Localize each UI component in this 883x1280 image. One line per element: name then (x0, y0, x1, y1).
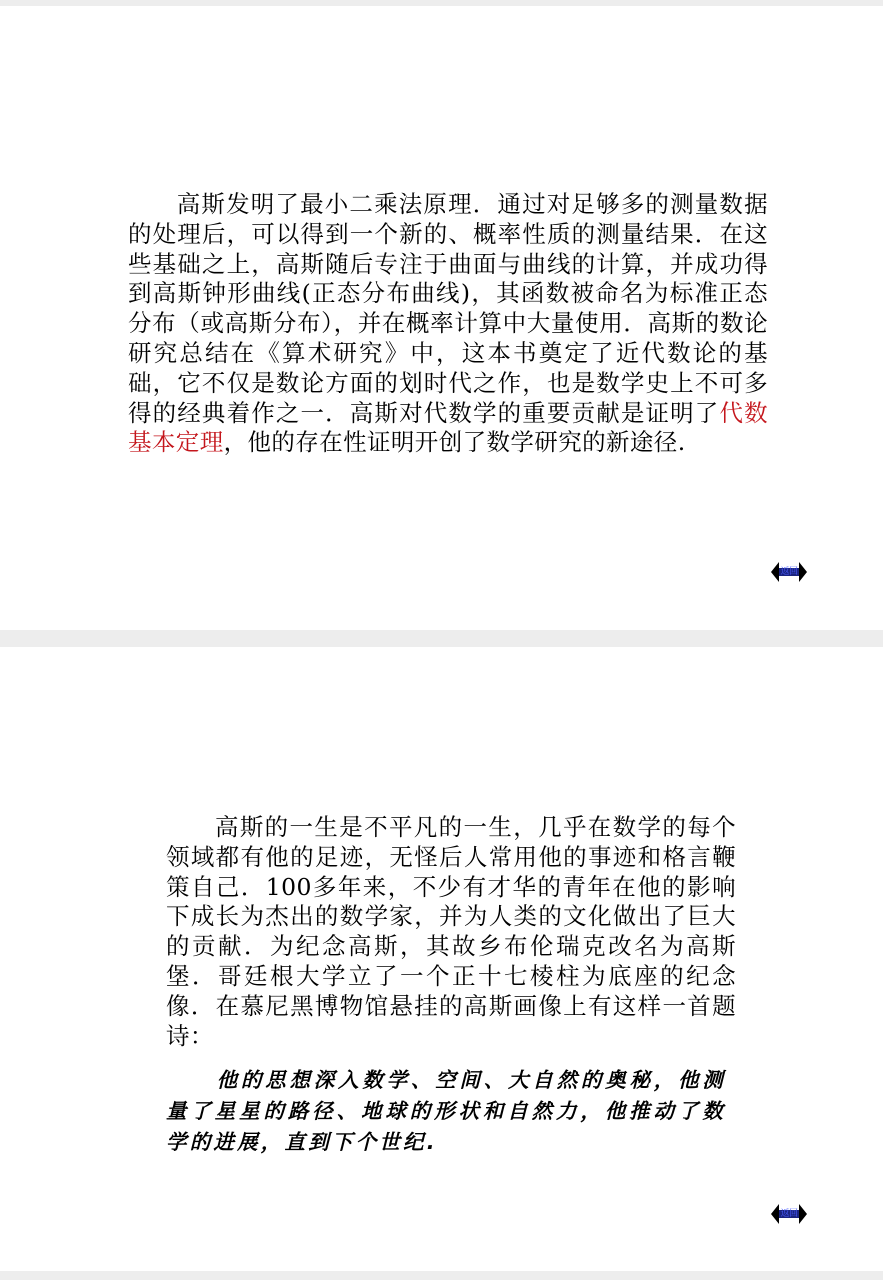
slide-2 (0, 647, 883, 1271)
return-nav-button[interactable] (771, 561, 807, 583)
nav-button-label: 返回 (780, 567, 798, 577)
fundamental-theorem-of-algebra-link[interactable]: 代数基本定理 (128, 398, 768, 457)
poem-inscription (166, 1065, 726, 1158)
paragraph-text-end: ，他的存在性证明开创了数学研究的新途径. (223, 428, 686, 457)
paragraph-text: 高斯发明了最小二乘法原理．通过对足够多的测量数据的处理后，可以得到一个新的、概率性质的测量结果．在这些基础之上，高斯随后专注于曲面与曲线的计算，并成功得到高斯钟形曲线(正态分布曲线)，其函数被命名为标准正态分布（或高斯分布），并在概率计算中大量使用．高斯的数论研究总结在《算术研究》中，这本书奠定了近代数论的基础，它不仅是数论方面的划时代之作，也是数学史上不可多得的经典着作之一．高斯对代数学的重要贡献是证明了 (128, 190, 768, 427)
poem-text: 他的思想深入数学、空间、大自然的奥秘，他测量了星星的路径、地球的形状和自然力，他推动了数学的进展，直到下个世纪. (166, 1068, 726, 1154)
nav-button-label: 返回 (780, 1209, 798, 1219)
slide-1-paragraph (128, 190, 768, 458)
paragraph-text: 高斯的一生是不平凡的一生，几乎在数学的每个领域都有他的足迹，无怪后人常用他的事迹和格言鞭策自己．100多年来，不少有才华的青年在他的影响下成长为杰出的数学家，并为人类的文化做出了巨大的贡献．为纪念高斯，其故乡布伦瑞克改名为高斯堡．哥廷根大学立了一个正十七棱柱为底座的纪念像．在慕尼黑博物馆悬挂的高斯画像上有这样一首题诗： (166, 813, 736, 1050)
return-nav-button[interactable] (771, 1203, 807, 1225)
slide-1 (0, 6, 883, 630)
slide-2-paragraph (166, 813, 736, 1051)
